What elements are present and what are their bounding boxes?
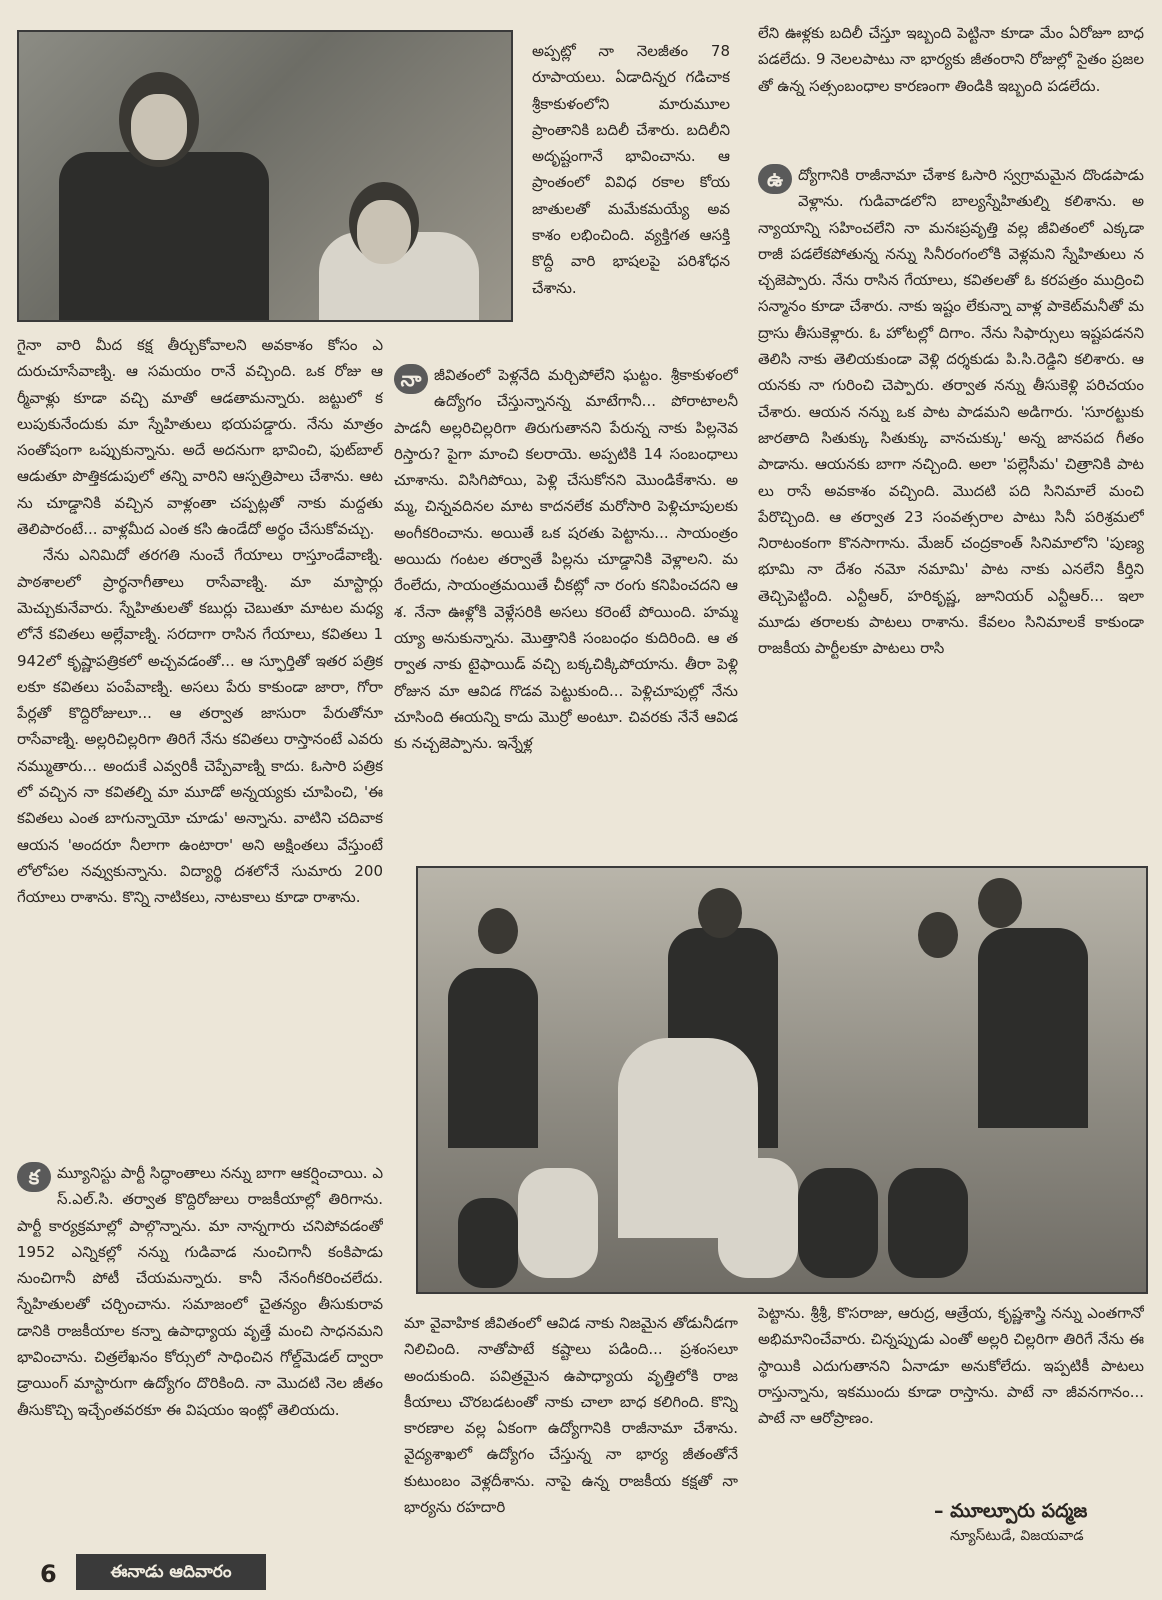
column-3-bottom — [758, 1300, 1144, 1490]
paragraph: అప్పట్లో నా నెలజీతం 78 రూపాయలు. ఏడాదిన్నర గడిచాక శ్రీకాకుళంలోని మారుమూల ప్రాంతానికి బదిలీ చేశారు. బదిలీని అదృష్టంగానే భావించాను. ఆ ప్రాంతంలో వివిధ రకాల కోయజాతులతో మమేకమయ్యే అవకాశం లభించింది. వ్యక్తిగత ఆసక్తి కొద్దీ వారి భాషలపై పరిశోధన చేశాను. — [532, 42, 730, 297]
column-2-bottom — [404, 1310, 738, 1580]
column-1-main — [17, 332, 383, 1140]
column-1-bottom — [17, 1160, 383, 1540]
column-3-main — [758, 162, 1144, 848]
column-2-main — [394, 362, 738, 862]
family-photo — [416, 866, 1148, 1294]
column-3-top — [758, 20, 1144, 150]
paragraph-text: మ్యూనిస్టు పార్టీ సిద్ధాంతాలు నన్ను బాగా ఆకర్షించాయి. ఎస్.ఎల్.సి. తర్వాత కొద్దిరోజులు రాజకీయాల్లో తిరిగాను. పార్టీ కార్యక్రమాల్లో పాల్గొన్నాను. మా నాన్నగారు చనిపోవడంతో 1952 ఎన్నికల్లో నన్ను గుడివాడ నుంచిగానీ కంకిపాడు నుంచిగానీ పోటీ చేయమన్నారు. కానీ నేనంగీకరించలేదు. స్నేహితులతో చర్చించాను. సమాజంలో చైతన్యం తీసుకురావడానికి రాజకీయాల కన్నా ఉపాధ్యాయ వృత్తే మంచి సాధనమని భావించాను. చిత్రలేఖనం కోర్సులో సాధించిన గోల్డ్‌మెడల్ ద్వారా డ్రాయింగ్ మాస్టారుగా ఉద్యోగం దొరికింది. నా మొదటి నెల జీతం తీసుకొచ్చి ఇచ్చేంతవరకూ ఈ విషయం ఇంట్లో తెలియదు. — [17, 1164, 383, 1419]
byline-place: న్యూస్‌టుడే, విజయవాడ — [950, 1528, 1084, 1544]
paragraph: గైనా వారి మీద కక్ష తీర్చుకోవాలని అవకాశం కోసం ఎదురుచూసేవాణ్ని. ఆ సమయం రానే వచ్చింది. ఒక రోజు ఆర్మీవాళ్లు కూడా వచ్చి మాతో ఆడతామన్నారు. జట్టులో కలుపుకునేందుకు మా స్నేహితులు భయపడ్డారు. నేను మాత్రం సంతోషంగా ఒప్పుకున్నాను. అదే అదనుగా భావించి, ఫుట్‌బాల్ ఆడుతూ పొత్తికడుపులో తన్ని వారిని ఆస్పత్రిపాలు చేశాను. ఆటను చూడ్డానికి వచ్చిన వాళ్లంతా చప్పట్లతో నాకు మద్దతు తెలిపారంటే... వాళ్లమీద ఎంత కసి ఉండేదో అర్థం చేసుకోవచ్చు. — [17, 336, 383, 539]
paragraph: నేను ఎనిమిదో తరగతి నుంచే గేయాలు రాస్తూండేవాణ్ని. పాఠశాలలో ప్రార్థనాగీతాలు రాసేవాణ్ని. మా మాస్టార్లు మెచ్చుకునేవారు. స్నేహితులతో కబుర్లు చెబుతూ మాటల మధ్యలోనే కవితలు అల్లేవాణ్ని. సరదాగా రాసిన గేయాలు, కవితలు 1942లో కృష్ణాపత్రికలో అచ్చవడంతో... ఆ స్ఫూర్తితో ఇతర పత్రికలకూ కవితలు పంపేవాణ్ని. అసలు పేరు కాకుండా జారా, గోరా పేర్లతో కొద్దిరోజులూ... ఆ తర్వాత జాసురా పేరుతోనూ రాసేవాణ్ని. అల్లరిచిల్లరిగా తిరిగే నేను కవితలు రాస్తానంటే ఎవరు నమ్ముతారు... అందుకే ఎవ్వరికీ చెప్పేవాణ్ని కాదు. ఓసారి పత్రికలో వచ్చిన నా కవితల్ని మా మూడో అన్నయ్యకు చూపించి, 'ఈ కవితలు ఎంత బాగున్నాయో చూడు' అన్నాను. వాటిని చదివాక ఆయన 'అందరూ నీలాగా ఉంటారా' అని అక్షింతలు వేస్తుంటే లోలోపల నవ్వుకున్నాను. విద్యార్థి దశలోనే సుమారు 200 గేయాలు రాశాను. కొన్ని నాటికలు, నాటకాలు కూడా రాశాను. — [17, 546, 383, 907]
dropcap-paragraph — [17, 1160, 383, 1423]
dropcap: నా — [394, 364, 428, 394]
paragraph: పెట్టాను. శ్రీశ్రీ, కొసరాజు, ఆరుద్ర, ఆత్రేయ, కృష్ణశాస్త్రి నన్ను ఎంతగానో అభిమానించేవారు. చిన్నప్పుడు ఎంతో అల్లరి చిల్లరిగా తిరిగే నేను ఈ స్థాయికి ఎదుగుతానని ఏనాడూ అనుకోలేదు. ఇప్పటికీ పాటలు రాస్తున్నాను, ఇకముందు కూడా రాస్తాను. పాటే నా జీవనగానం... పాటే నా ఆరోప్రాణం. — [758, 1304, 1144, 1428]
paragraph-text: జీవితంలో పెళ్లనేది మర్చిపోలేని ఘట్టం. శ్రీకాకుళంలో ఉద్యోగం చేస్తున్నానన్న మాటేగానీ... పోరాటాలనీ పాడనీ అల్లరిచిల్లరిగా తిరుగుతానని పేరున్న నాకు పిల్లనెవరిస్తారు? పైగా మాంచి కలరాయె. అప్పటికి 14 సంబంధాలు చూశాను. విసిగిపోయి, పెళ్లి చేసుకోనని మొండికేశాను. అమ్మ, చిన్నవదినల మాట కాదనలేక మరోసారి పెళ్లిచూపులకు అంగీకరించాను. అయితే ఒక షరతు పెట్టాను... సాయంత్రం అయిదు గంటల తర్వాతే పిల్లను చూడ్డానికి వెళ్లాలని. మరేంలేదు, సాయంత్రమయితే చీకట్లో నా రంగు కనిపించదని ఆశ. నేనా ఊళ్లోకి వెళ్లేసరికి అసలు కరెంటే పోయింది. హమ్మయ్యా అనుకున్నాను. మొత్తానికి సంబంధం కుదిరింది. ఆ తర్వాత నాకు టైఫాయిడ్ వచ్చి బక్కచిక్కిపోయాను. తీరా పెళ్లి రోజున మా ఆవిడ గొడవ పెట్టుకుంది... పెళ్లిచూపుల్లో నేను చూసింది ఈయన్ని కాదు మొర్రో అంటూ. చివరకు నేనే ఆవిడకు నచ్చజెప్పాను. ఇన్నేళ్ల — [394, 366, 738, 753]
dropcap: క — [17, 1162, 51, 1192]
dropcap-paragraph — [394, 362, 738, 756]
column-2-top — [532, 38, 730, 338]
dropcap-paragraph — [758, 162, 1144, 662]
wedding-photo — [17, 30, 513, 322]
paragraph: మా వైవాహిక జీవితంలో ఆవిడ నాకు నిజమైన తోడునీడగా నిలిచింది. నాతోపాటే కష్టాలు పడింది... ప్రశంసలూ అందుకుంది. పవిత్రమైన ఉపాధ్యాయ వృత్తిలోకి రాజకీయాలు చొరబడటంతో నాకు చాలా బాధ కలిగింది. కొన్ని కారణాల వల్ల ఏకంగా ఉద్యోగానికి రాజీనామా చేశాను. వైద్యశాఖలో ఉద్యోగం చేస్తున్న నా భార్య జీతంతోనే కుటుంబం వెళ్లదీశాను. నాపై ఉన్న రాజకీయ కక్షతో నా భార్యను రహదారి — [404, 1314, 738, 1517]
dropcap: ఉ — [758, 164, 792, 194]
paragraph: లేని ఊళ్లకు బదిలీ చేస్తూ ఇబ్బంది పెట్టినా కూడా మేం ఏరోజూ బాధ పడలేదు. 9 నెలలపాటు నా భార్యకు జీతంరాని రోజుల్లో సైతం ప్రజలతో ఉన్న సత్సంబంధాల కారణంగా తిండికి ఇబ్బంది పడలేదు. — [758, 24, 1144, 95]
author-byline: – మూల్పూరు పద్మజ — [934, 1500, 1088, 1522]
paragraph-text: ద్యోగానికి రాజీనామా చేశాక ఓసారి స్వగ్రామమైన దొండపాడు వెళ్లాను. గుడివాడలోని బాల్యస్నేహితుల్ని కలిశాను. అన్యాయాన్ని సహించలేని నా మనఃప్రవృత్తి వల్ల జీవితంలో ఎక్కడా రాజీ పడలేకపోతున్న నన్ను సినీరంగంలోకి వెళ్లమని స్నేహితులు నచ్చజెప్పారు. నేను రాసిన గేయాలు, కవితలతో ఓ కరపత్రం ముద్రించి సన్మానం కూడా చేశారు. నాకు ఇష్టం లేకున్నా వాళ్ల పాకెట్‌మనీతో మద్రాసు తీసుకెళ్లారు. ఓ హోటల్లో దిగాం. నేను సిఫార్సులు ఇష్టపడనని తెలిసి నాకు తెలియకుండా వెళ్లి దర్శకుడు పి.సి.రెడ్డిని కలిశారు. ఆయనకు నా గురించి చెప్పారు. తర్వాత నన్ను తీసుకెళ్లి పరిచయం చేశారు. ఆయన నన్ను ఒక పాట పాడమని అడిగారు. 'సూరట్టుకు జారతాది సితుక్కు సితుక్కు వానచుక్కు' అన్న జానపద గీతం పాడాను. ఆయనకు బాగా నచ్చింది. అలా 'పల్లెసీమ' చిత్రానికి పాటలు రాసే అవకాశం వచ్చింది. మొదటి పది సినిమాలే మంచి పేరొచ్చింది. ఆ తర్వాత 23 సంవత్సరాల పాటు సినీ పరిశ్రమలో నిరాటంకంగా కొనసాగాను. మేజర్ చంద్రకాంత్ సినిమాలోని 'పుణ్యభూమి నా దేశం నమో నమామి' పాట నాకు ఎనలేని కీర్తిని తెచ్చిపెట్టింది. ఎన్టీఆర్, హరికృష్ణ, జూనియర్ ఎన్టీఆర్... ఇలా మూడు తరాలకు పాటలు రాశాను. కేవలం సినిమాలకే కాకుండా రాజకీయ పార్టీలకూ పాటలు రాసి — [758, 166, 1144, 658]
magazine-name: ఈనాడు ఆదివారం — [76, 1554, 266, 1590]
page-number: 6 — [40, 1560, 57, 1588]
